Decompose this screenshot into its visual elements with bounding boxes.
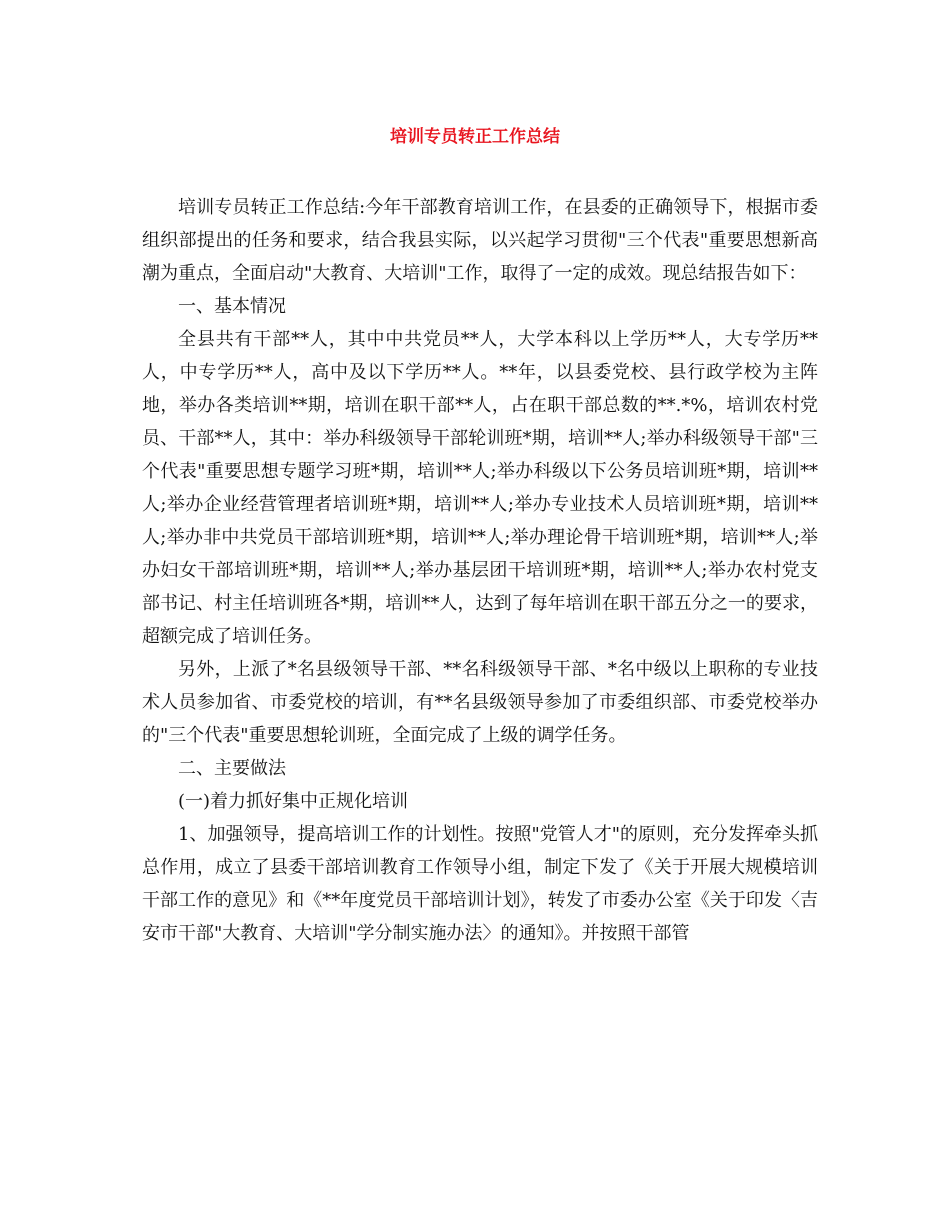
subsection-heading-centralized-training: (一)着力抓好集中正规化培训 [178,791,409,812]
paragraph-intro: 培训专员转正工作总结:今年干部教育培训工作，在县委的正确领导下，根据市委组织部提出的任务和要求，结合我县实际，以兴起学习贯彻"三个代表"重要思想新高潮为重点，全面启动"大教育、大培训"工作，取得了一定的成效。现总结报告如下： [142,197,818,284]
paragraph-strengthen-leadership: 1、加强领导，提高培训工作的计划性。按照"党管人才"的原则，充分发挥牵头抓总作用，成立了县委干部培训教育工作领导小组，制定下发了《关于开展大规模培训干部工作的意见》和《**年度党员干部培训计划》，转发了市委办公室《关于印发〈吉安市干部"大教育、大培训"学分制实施办法〉的通知》。并按照干部管 [142,824,819,944]
document-title: 培训专员转正工作总结 [390,127,560,147]
section-heading-main-practices: 二、主要做法 [178,758,286,779]
section-heading-basic-situation: 一、基本情况 [178,296,286,317]
paragraph-additional-training: 另外，上派了*名县级领导干部、**名科级领导干部、*名中级以上职称的专业技术人员参加省、市委党校的培训，有**名县级领导参加了市委组织部、市委党校举办的"三个代表"重要思想轮训班，全面完成了上级的调学任务。 [142,659,818,746]
paragraph-basic-situation: 全县共有干部**人，其中中共党员**人，大学本科以上学历**人，大专学历**人，中专学历**人，高中及以下学历**人。**年，以县委党校、县行政学校为主阵地，举办各类培训**期，培训在职干部**人，占在职干部总数的**.*%，培训农村党员、干部**人，其中：举办科级领导干部轮训班*期，培训**人;举办科级领导干部"三个代表"重要思想专题学习班*期，培训**人;举办科级以下公务员培训班*期，培训**人;举办企业经营管理者培训班*期，培训**人;举办专业技术人员培训班*期，培训**人;举办非中共党员干部培训班*期，培训**人;举办理论骨干培训班*期，培训**人;举办妇女干部培训班*期，培训**人;举办基层团干培训班*期，培训**人;举办农村党支部书记、村主任培训班各*期，培训**人，达到了每年培训在职干部五分之一的要求，超额完成了培训任务。 [142,329,818,647]
document-body [142,191,818,950]
